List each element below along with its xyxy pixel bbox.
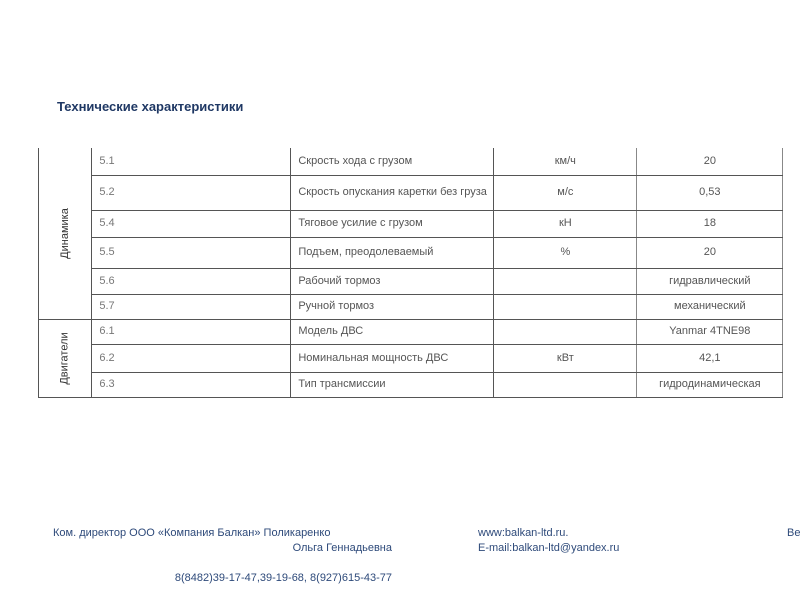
table-row <box>39 148 783 175</box>
table-row <box>39 372 783 397</box>
table-row <box>39 294 783 319</box>
unit: км/ч <box>494 148 637 175</box>
row-number: 5.7 <box>92 294 291 319</box>
director-line-2: Ольга Геннадьевна <box>292 542 392 554</box>
group-engines <box>39 319 92 397</box>
parameter-name: Ручной тормоз <box>291 294 494 319</box>
row-number: 5.6 <box>92 268 291 294</box>
value: 20 <box>637 148 783 175</box>
parameter-name: Скрость хода с грузом <box>291 148 494 175</box>
value: гидравлический <box>637 268 783 294</box>
unit: % <box>494 237 637 268</box>
value: Yanmar 4TNE98 <box>637 319 783 344</box>
unit <box>494 294 637 319</box>
website-link[interactable]: www:balkan-ltd.ru. <box>478 527 569 539</box>
unit: м/с <box>494 175 637 210</box>
parameter-name: Тяговое усилие с грузом <box>291 210 494 237</box>
row-number: 5.2 <box>92 175 291 210</box>
parameter-name: Скрость опускания каретки без груза <box>291 175 494 210</box>
email-link[interactable]: E-mail:balkan-ltd@yandex.ru <box>478 542 620 554</box>
specs-table <box>38 148 783 398</box>
unit <box>494 268 637 294</box>
table-row <box>39 210 783 237</box>
unit: кН <box>494 210 637 237</box>
unit <box>494 319 637 344</box>
row-number: 5.4 <box>92 210 291 237</box>
table-row <box>39 237 783 268</box>
table-row <box>39 268 783 294</box>
row-number: 6.3 <box>92 372 291 397</box>
parameter-name: Номинальная мощность ДВС <box>291 344 494 372</box>
table-row <box>39 319 783 344</box>
group-label: Динамика <box>58 207 71 259</box>
row-number: 5.1 <box>92 148 291 175</box>
row-number: 6.1 <box>92 319 291 344</box>
table-row <box>39 175 783 210</box>
parameter-name: Подъем, преодолеваемый <box>291 237 494 268</box>
value: гидродинамическая <box>637 372 783 397</box>
cut-off-text: Ве <box>787 527 800 539</box>
unit <box>494 372 637 397</box>
group-dynamics <box>39 148 92 319</box>
page-title: Технические характеристики <box>57 99 244 114</box>
unit: кВт <box>494 344 637 372</box>
row-number: 6.2 <box>92 344 291 372</box>
value: механический <box>637 294 783 319</box>
parameter-name: Тип трансмиссии <box>291 372 494 397</box>
parameter-name: Рабочий тормоз <box>291 268 494 294</box>
value: 20 <box>637 237 783 268</box>
director-line-1: Ком. директор ООО «Компания Балкан» Поликаренко <box>53 527 331 539</box>
value: 0,53 <box>637 175 783 210</box>
value: 42,1 <box>637 344 783 372</box>
phones: 8(8482)39-17-47,39-19-68, 8(927)615-43-77 <box>174 572 392 584</box>
table-row <box>39 344 783 372</box>
group-label: Двигатели <box>58 331 71 385</box>
parameter-name: Модель ДВС <box>291 319 494 344</box>
value: 18 <box>637 210 783 237</box>
row-number: 5.5 <box>92 237 291 268</box>
